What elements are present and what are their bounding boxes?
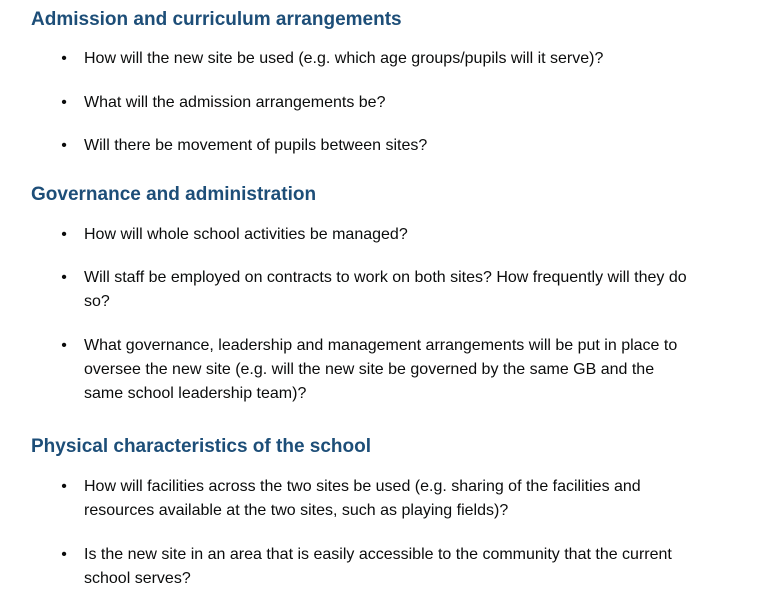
list-item-text: How will the new site be used (e.g. which age groups/pupils will it serve)? <box>84 50 604 67</box>
bullet-icon: • <box>61 137 67 154</box>
bullet-icon: • <box>61 337 67 354</box>
bullet-icon: • <box>61 546 67 563</box>
bullet-icon: • <box>61 94 67 111</box>
section-heading-governance: Governance and administration <box>31 184 317 205</box>
section-heading-admission: Admission and curriculum arrangements <box>31 9 402 30</box>
section-heading-physical: Physical characteristics of the school <box>31 436 372 457</box>
bullet-icon: • <box>61 269 67 286</box>
list-item-text: What governance, leadership and management arrangements will be put in place to oversee the new site (e.g. will the new site be governed by the same GB and the same school leadership team)? <box>84 337 678 402</box>
list-item-text: Will staff be employed on contracts to work on both sites? How frequently will they do so? <box>84 269 687 310</box>
bullet-icon: • <box>61 226 67 243</box>
list-item-text: Will there be movement of pupils between sites? <box>84 137 428 154</box>
bullet-icon: • <box>61 478 67 495</box>
list-item-text: Is the new site in an area that is easily accessible to the community that the current school serves? <box>84 546 672 587</box>
bullet-icon: • <box>61 50 67 67</box>
list-item-text: How will whole school activities be managed? <box>84 226 408 243</box>
list-item-text: How will facilities across the two sites be used (e.g. sharing of the facilities and resources available at the two sites, such as playing fields)? <box>84 478 641 519</box>
list-item-text: What will the admission arrangements be? <box>84 94 386 111</box>
